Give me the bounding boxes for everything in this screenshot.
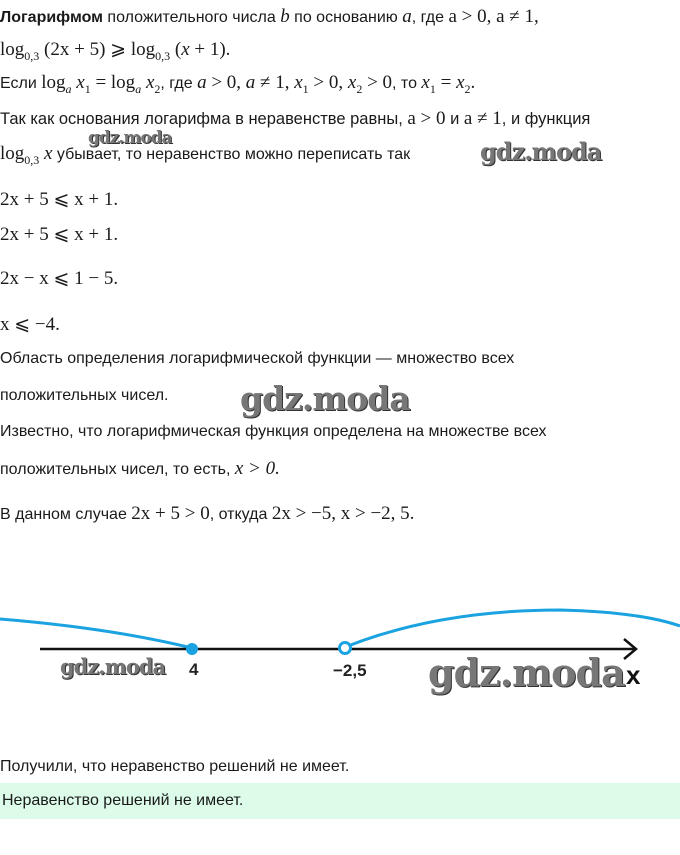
math: a > 0, a ≠ 1, — [448, 6, 539, 27]
math: a > 0 — [407, 108, 446, 129]
text: , где — [411, 9, 449, 26]
point-label-2: −2,5 — [333, 661, 367, 680]
math: b — [280, 6, 290, 27]
text: , откуда — [209, 506, 272, 523]
watermark: gdz.moda — [60, 654, 166, 679]
reason-line-2 — [0, 143, 410, 168]
math: x > 0. — [234, 458, 280, 479]
domain-line-1: Область определения логарифмической функции — множество всех — [0, 350, 515, 367]
text: убывает, то неравенство можно переписать так — [52, 146, 411, 163]
open-point — [340, 643, 351, 654]
text: Так как основания логарифма в неравенстве равны, — [0, 110, 408, 128]
math: $\log_a x_1 = \log_a x_2$ — [41, 72, 161, 96]
text: по основанию — [289, 9, 403, 26]
watermark: gdz.moda — [480, 137, 602, 166]
text: , где — [160, 75, 198, 92]
math: a > 0, a ≠ 1, $x_1 > 0$, $x_2 > 0$ — [197, 72, 393, 96]
math: $x_1 = x_2$. — [421, 72, 476, 96]
known-line-1: Известно, что логарифмическая функция определена на множестве всех — [0, 423, 547, 440]
term: Логарифмом — [0, 9, 103, 26]
text: положительного числа — [102, 9, 281, 26]
watermark: gdz.moda — [240, 379, 410, 418]
rule-line — [0, 72, 475, 97]
answer-text: Неравенство решений не имеет. — [2, 792, 244, 809]
watermark: gdz.moda — [428, 650, 625, 695]
solution-arc-left — [0, 619, 192, 648]
case-line — [0, 503, 414, 525]
text: положительных чисел, то есть, — [0, 461, 235, 478]
math: 2x + 5 > 0 — [131, 503, 210, 524]
intro-line — [0, 6, 539, 28]
watermark: gdz.moda — [88, 128, 172, 148]
step-1: 2x + 5 ⩽ x + 1. — [0, 189, 119, 210]
math: 2x > −5, x > −2, 5. — [271, 503, 415, 524]
step-2: 2x + 5 ⩽ x + 1. — [0, 224, 119, 245]
math: $\log_{0,3} x$ — [0, 143, 53, 167]
step-4: x ⩽ −4. — [0, 314, 60, 335]
text: Если — [0, 75, 42, 92]
domain-line-2: положительных чисел. — [0, 387, 169, 404]
reason-line-1 — [0, 108, 590, 130]
point-label-1: 4 — [189, 660, 199, 679]
math: a — [402, 6, 412, 27]
solution-arc-right — [348, 610, 680, 646]
math: a ≠ 1 — [463, 108, 502, 129]
inequality: $\log_{0,3} (2x + 5)$ ⩾ $\log_{0,3} (x + 1)$. — [0, 39, 231, 63]
known-line-2 — [0, 458, 280, 480]
text: В данном случае — [0, 506, 132, 523]
axis-label: x — [626, 660, 641, 690]
text: , и функция — [501, 110, 591, 128]
conclusion: Получили, что неравенство решений не имеет. — [0, 758, 350, 775]
filled-point — [186, 643, 198, 655]
text: , то — [392, 75, 422, 92]
step-3: 2x − x ⩽ 1 − 5. — [0, 268, 119, 289]
text: и — [445, 110, 464, 128]
answer-box — [0, 783, 680, 819]
